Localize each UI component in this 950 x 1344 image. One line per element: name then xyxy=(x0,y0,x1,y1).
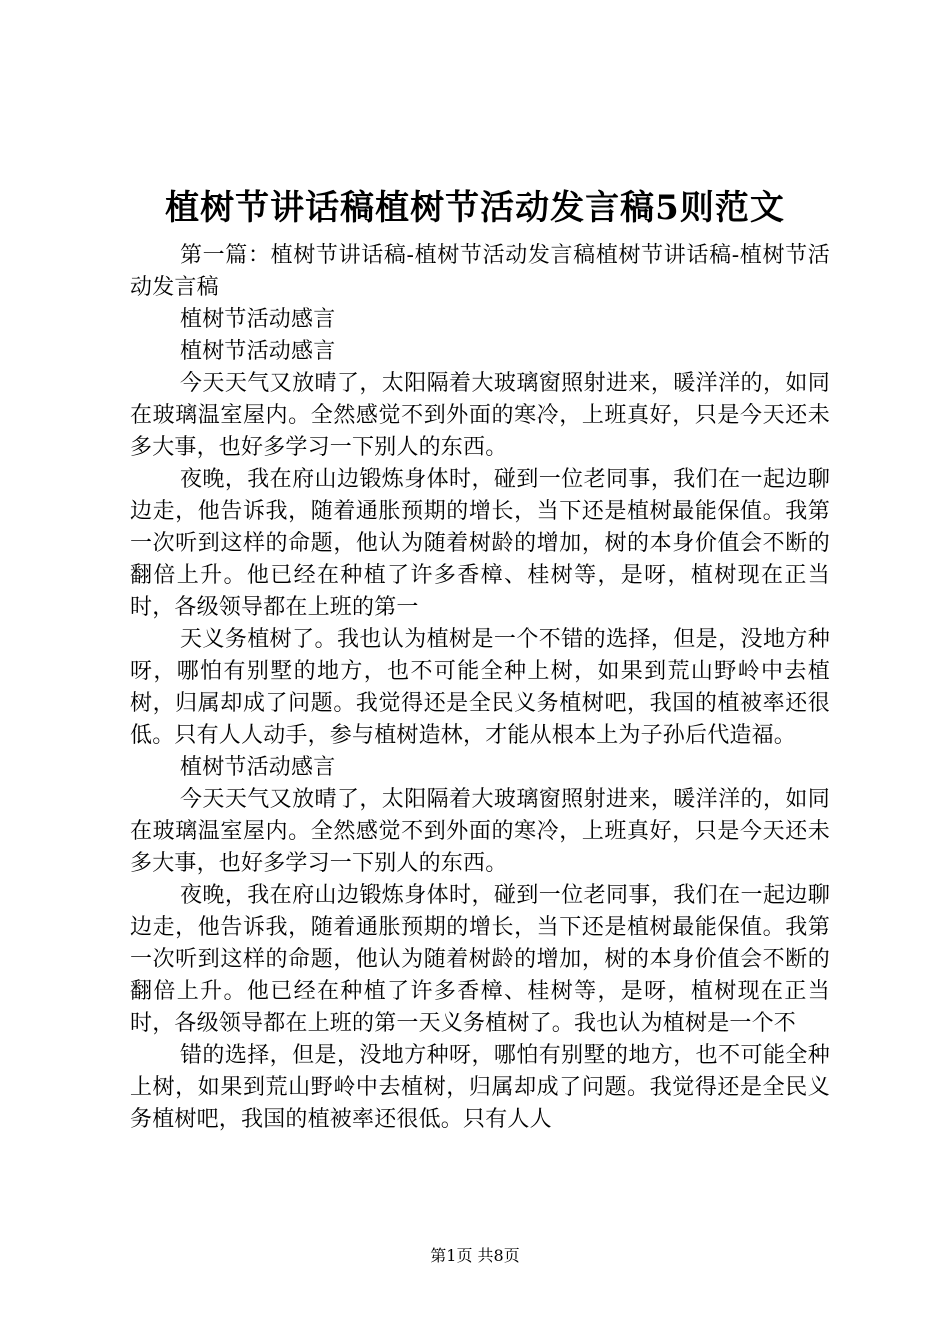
document-body xyxy=(130,240,830,1136)
paragraph: 错的选择，但是，没地方种呀，哪怕有别墅的地方，也不可能全种上树，如果到荒山野岭中去植树，归属却成了问题。我觉得还是全民义务植树吧，我国的植被率还很低。只有人人 xyxy=(130,1043,830,1132)
paragraph: 第一篇：植树节讲话稿-植树节活动发言稿植树节讲话稿-植树节活动发言稿 xyxy=(130,243,830,300)
paragraph: 今天天气又放晴了，太阳隔着大玻璃窗照射进来，暖洋洋的，如同在玻璃温室屋内。全然感觉不到外面的寒冷，上班真好，只是今天还未多大事，也好多学习一下别人的东西。 xyxy=(130,371,830,460)
paragraph: 植树节活动感言 xyxy=(180,755,336,780)
paragraph: 夜晚，我在府山边锻炼身体时，碰到一位老同事，我们在一起边聊边走，他告诉我，随着通胀预期的增长，当下还是植树最能保值。我第一次听到这样的命题，他认为随着树龄的增加，树的本身价值会不断的翻倍上升。他已经在种植了许多香樟、桂树等，是呀，植树现在正当时，各级领导都在上班的第一天义务植树了。我也认为植树是一个不 xyxy=(130,883,830,1036)
paragraph: 植树节活动感言 xyxy=(180,339,336,364)
document-title: 植树节讲话稿植树节活动发言稿5则范文 xyxy=(165,188,785,228)
paragraph: 今天天气又放晴了，太阳隔着大玻璃窗照射进来，暖洋洋的，如同在玻璃温室屋内。全然感觉不到外面的寒冷，上班真好，只是今天还未多大事，也好多学习一下别人的东西。 xyxy=(130,787,830,876)
page-footer: 第1页 共8页 xyxy=(430,1246,520,1265)
paragraph: 植树节活动感言 xyxy=(180,307,336,332)
paragraph: 夜晚，我在府山边锻炼身体时，碰到一位老同事，我们在一起边聊边走，他告诉我，随着通胀预期的增长，当下还是植树最能保值。我第一次听到这样的命题，他认为随着树龄的增加，树的本身价值会不断的翻倍上升。他已经在种植了许多香樟、桂树等，是呀，植树现在正当时，各级领导都在上班的第一 xyxy=(130,467,830,620)
paragraph: 天义务植树了。我也认为植树是一个不错的选择，但是，没地方种呀，哪怕有别墅的地方，也不可能全种上树，如果到荒山野岭中去植树，归属却成了问题。我觉得还是全民义务植树吧，我国的植被率还很低。只有人人动手，参与植树造林，才能从根本上为子孙后代造福。 xyxy=(130,627,830,748)
